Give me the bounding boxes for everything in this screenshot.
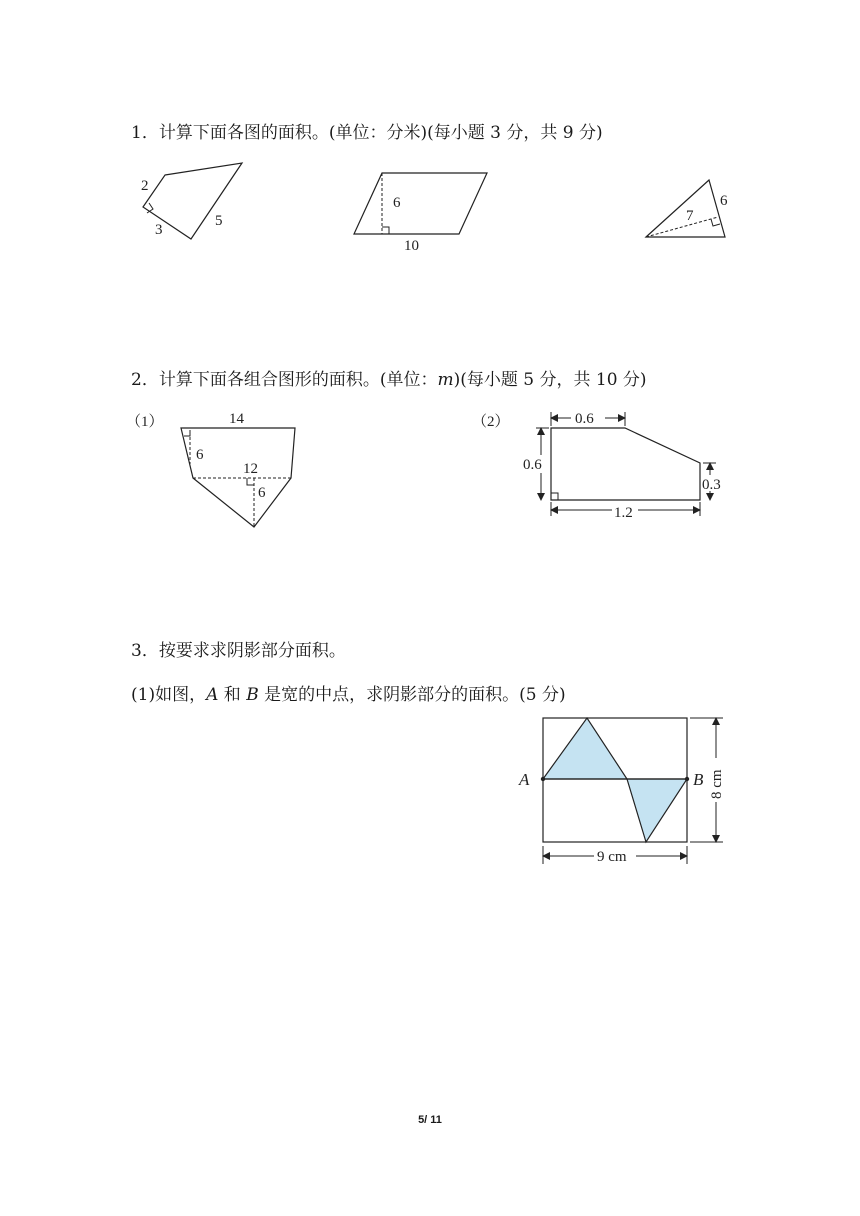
q1a-label-bottom: 3 xyxy=(155,222,163,238)
question-3-1-mid: 和 xyxy=(218,685,247,705)
question-1-number: 1． xyxy=(131,123,159,143)
question-3-prompt: 按要求求阴影部分面积。 xyxy=(158,641,346,661)
right-angle-mark xyxy=(247,478,254,485)
parallelogram-outline xyxy=(354,173,487,234)
question-3-1-point-a: A xyxy=(206,685,219,705)
right-angle-mark xyxy=(147,203,153,213)
q2-sub2-label: （2） xyxy=(472,414,510,430)
point-b-dot xyxy=(685,777,689,781)
q1a-label-right: 5 xyxy=(215,213,223,229)
question-3-1-point-b: B xyxy=(246,685,259,705)
figure-2-outline xyxy=(551,428,700,500)
q2-2-label-bottom: 1.2 xyxy=(614,505,633,521)
q2-1-label-mid: 12 xyxy=(243,461,258,477)
question-3-number: 3． xyxy=(131,641,159,661)
q2-sub1-label: （1） xyxy=(126,414,164,430)
q2-figure-2 xyxy=(536,412,716,516)
q3-figure xyxy=(541,718,723,864)
question-2-unit: m xyxy=(437,370,454,390)
question-3-1-suffix: 是宽的中点，求阴影部分的面积。(5 分) xyxy=(258,685,566,705)
question-2-number: 2． xyxy=(131,370,159,390)
question-3-1-prefix: (1)如图， xyxy=(131,685,207,705)
q2-2-label-top: 0.6 xyxy=(575,411,594,427)
right-angle-mark xyxy=(382,227,389,234)
shaded-triangle-top xyxy=(543,718,627,779)
right-angle-mark xyxy=(711,219,720,226)
q1c-label-height: 7 xyxy=(686,208,694,224)
q3-label-a: A xyxy=(519,770,530,789)
q2-figure-1 xyxy=(181,428,295,527)
page-number: 5/ 11 xyxy=(418,1114,442,1126)
q3-label-width: 9 cm xyxy=(597,849,627,865)
q2-1-label-top: 14 xyxy=(229,411,244,427)
q2-1-label-left-height: 6 xyxy=(196,447,204,463)
question-2-prompt-end: )(每小题 5 分，共 10 分) xyxy=(453,370,647,390)
q2-2-label-left: 0.6 xyxy=(523,457,542,473)
right-angle-mark xyxy=(551,493,558,500)
q2-2-label-right: 0.3 xyxy=(702,477,721,493)
q3-label-b: B xyxy=(693,770,704,789)
point-a-dot xyxy=(541,777,545,781)
shaded-triangle-bottom xyxy=(627,779,687,842)
q1b-label-base: 10 xyxy=(404,238,419,254)
q1c-label-side: 6 xyxy=(720,193,728,209)
q2-1-label-low-height: 6 xyxy=(258,485,266,501)
q1a-label-left: 2 xyxy=(141,178,149,194)
right-angle-mark xyxy=(184,430,190,436)
question-1-prompt: 计算下面各图的面积。(单位：分米)(每小题 3 分，共 9 分) xyxy=(158,123,603,143)
q1-figure-parallelogram xyxy=(354,173,487,234)
q1b-label-height: 6 xyxy=(393,195,401,211)
question-2-prompt-start: 计算下面各组合图形的面积。(单位： xyxy=(158,370,438,390)
q3-label-height: 8 cm xyxy=(709,769,725,799)
